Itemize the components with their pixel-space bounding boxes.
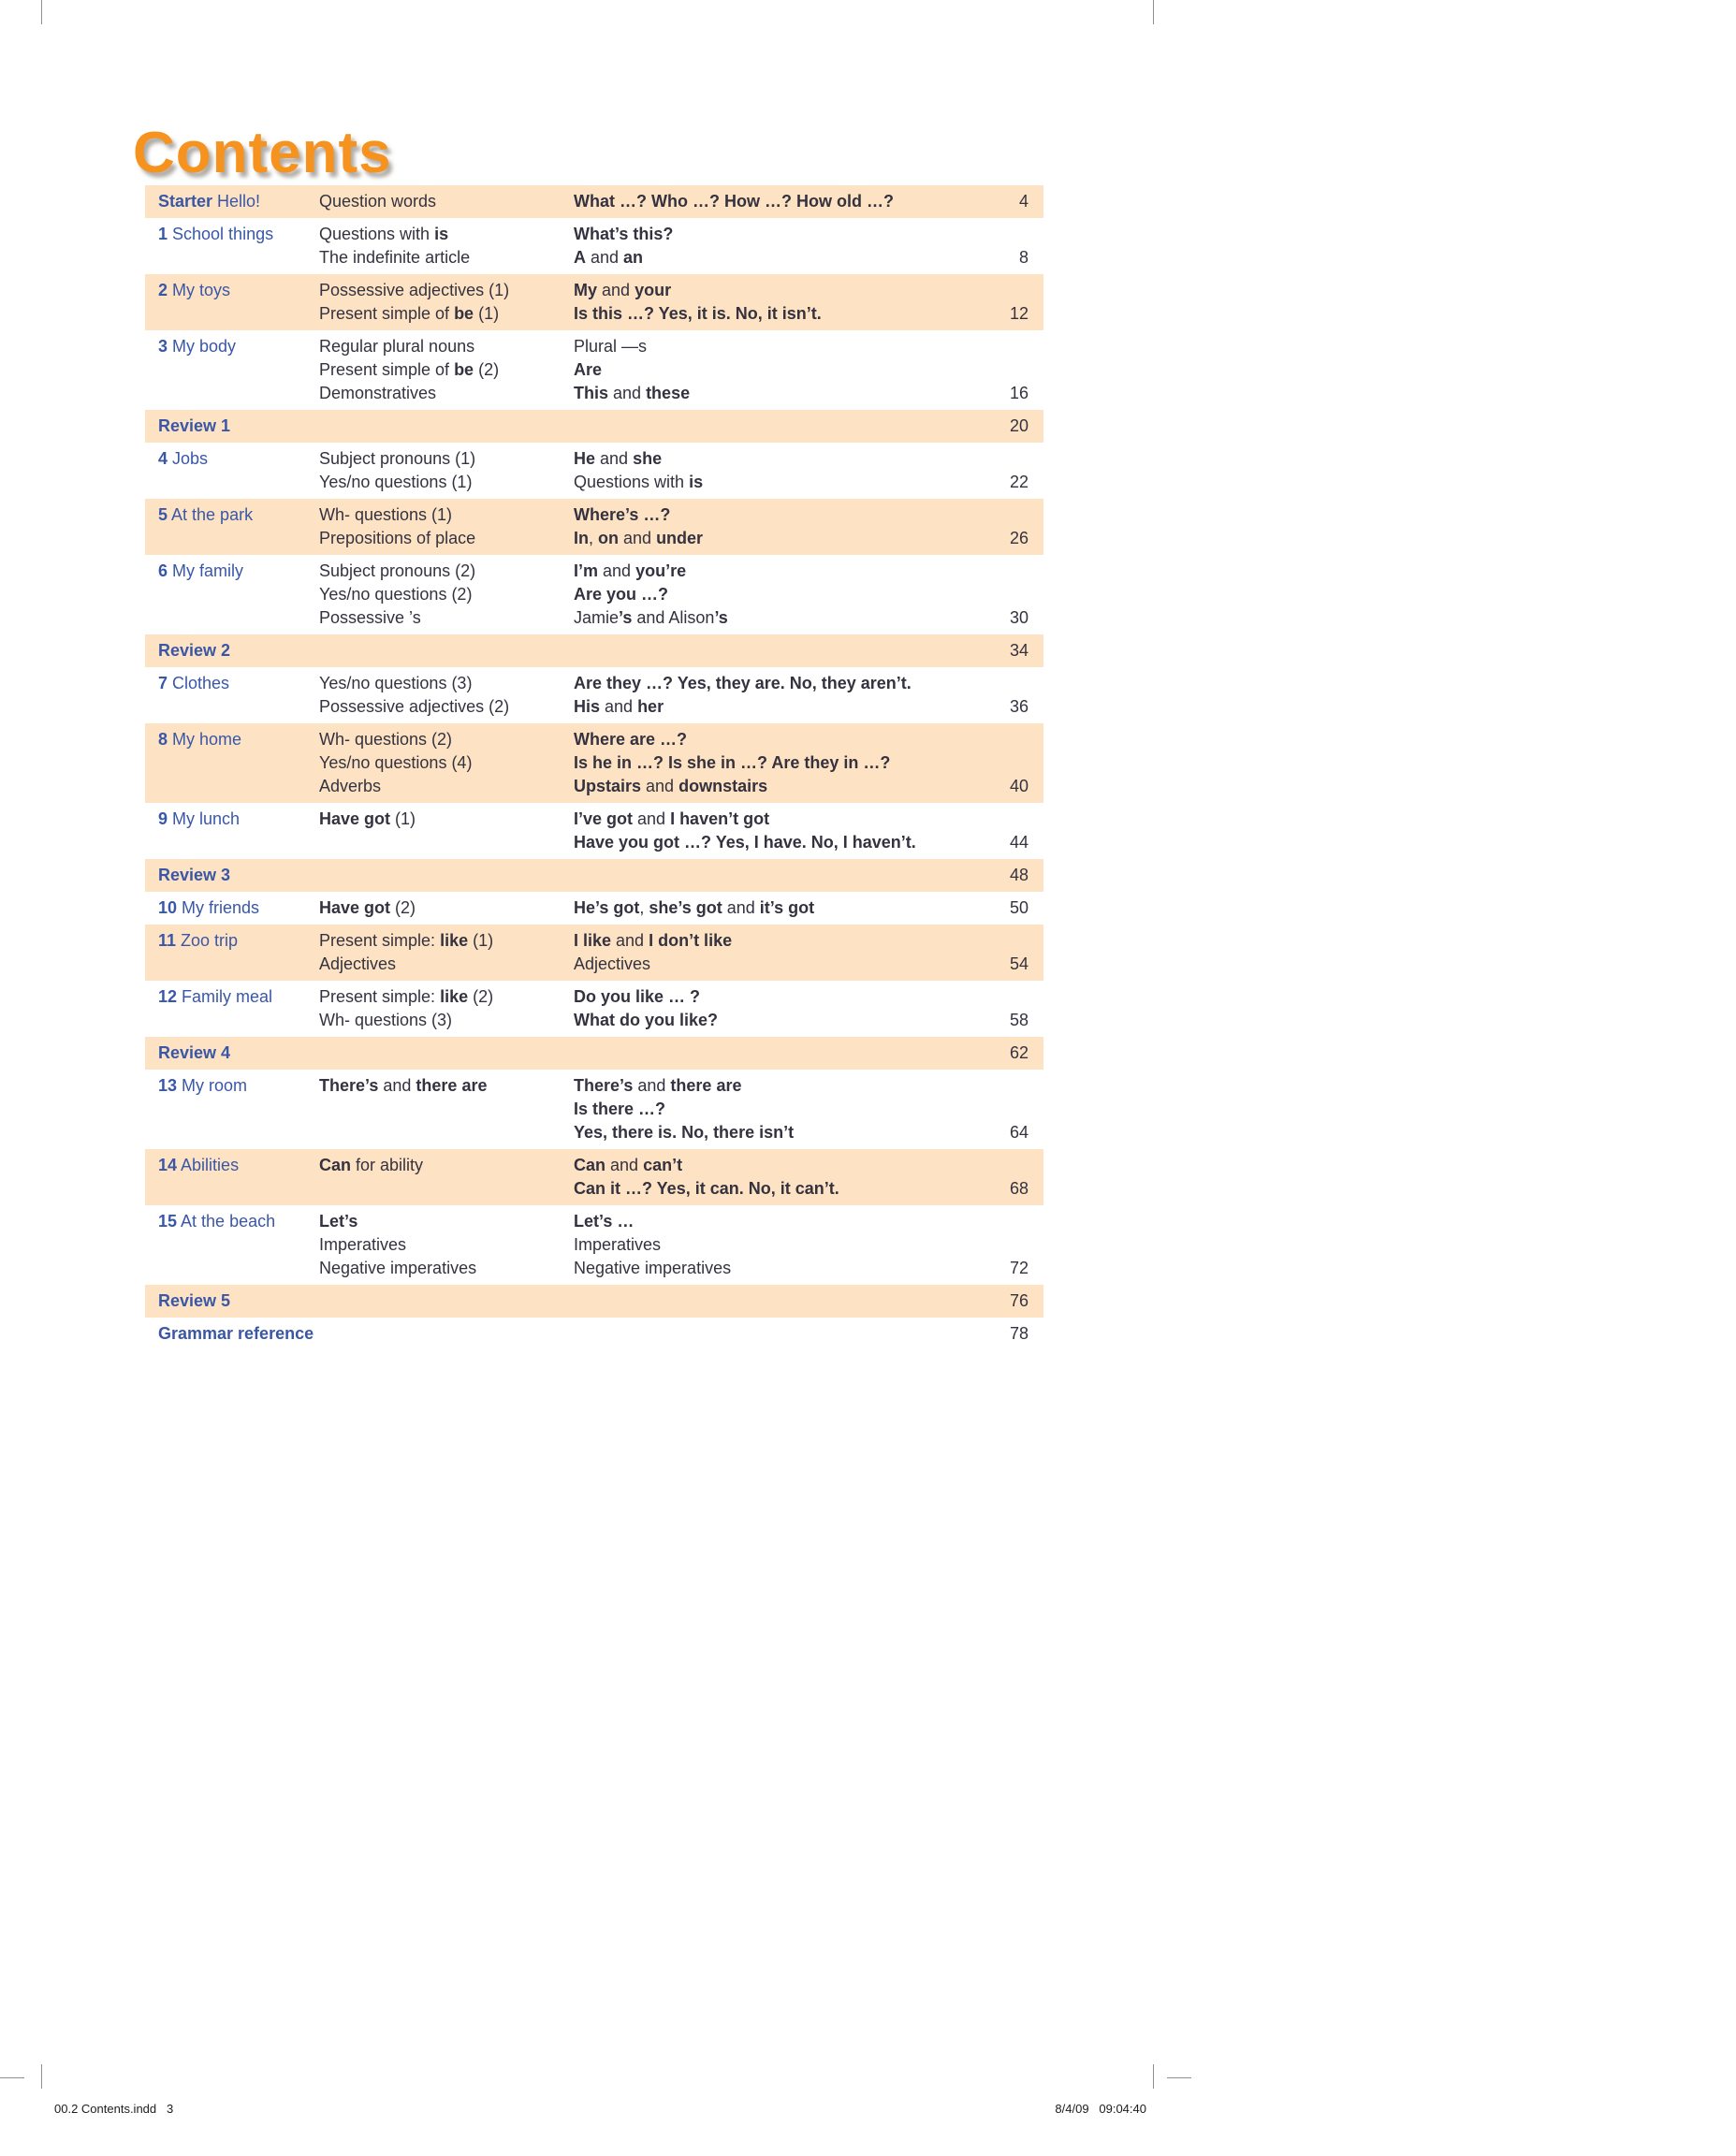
grammar-line: The indefinite article bbox=[319, 248, 471, 267]
example-line: Upstairs and downstairs bbox=[574, 777, 768, 795]
grammar-line: Present simple of be (2) bbox=[319, 360, 500, 379]
grammar-line: Subject pronouns (2) bbox=[319, 561, 476, 580]
unit-title: 13 My room bbox=[158, 1076, 248, 1095]
unit-title: 5 At the park bbox=[158, 505, 254, 524]
unit-number: 11 bbox=[158, 931, 177, 950]
grammar-cell bbox=[319, 447, 574, 494]
unit-title: 4 Jobs bbox=[158, 449, 209, 468]
toc-row-unit bbox=[145, 330, 1043, 410]
examples-cell bbox=[574, 808, 970, 854]
grammar-line: Can for ability bbox=[319, 1156, 424, 1174]
page-number-cell bbox=[970, 1289, 1043, 1313]
unit-number: 8 bbox=[158, 730, 168, 749]
unit-number: 14 bbox=[158, 1156, 178, 1174]
page-number: 62 bbox=[1009, 1043, 1028, 1062]
grammar-line: Wh- questions (1) bbox=[319, 505, 453, 524]
example-line: I’ve got and I haven’t got bbox=[574, 809, 770, 828]
page-number-cell bbox=[970, 985, 1043, 1032]
example-line: Are you …? bbox=[574, 585, 669, 604]
page-number-cell bbox=[970, 896, 1043, 920]
page-number: 22 bbox=[1009, 473, 1028, 491]
example-line: Have you got …? Yes, I have. No, I haven’t. bbox=[574, 833, 916, 852]
example-line: Do you like … ? bbox=[574, 987, 701, 1006]
grammar-cell bbox=[319, 503, 574, 550]
page-number: 40 bbox=[1009, 777, 1028, 795]
unit-title: 8 My home bbox=[158, 730, 242, 749]
page-number: 20 bbox=[1009, 416, 1028, 435]
grammar-cell bbox=[319, 672, 574, 719]
review-label: Review 1 bbox=[158, 416, 231, 435]
toc-row-unit bbox=[145, 185, 1043, 218]
unit-title: 2 My toys bbox=[158, 281, 231, 299]
unit-title-cell bbox=[145, 560, 319, 630]
page-number: 8 bbox=[1018, 248, 1028, 267]
page-number-cell bbox=[970, 1322, 1043, 1346]
unit-title: 3 My body bbox=[158, 337, 237, 356]
grammar-line: Yes/no questions (4) bbox=[319, 753, 473, 772]
toc-row-unit bbox=[145, 274, 1043, 330]
unit-title-cell bbox=[145, 1210, 319, 1280]
unit-title: 6 My family bbox=[158, 561, 244, 580]
grammar-line: Regular plural nouns bbox=[319, 337, 475, 356]
grammar-cell bbox=[319, 728, 574, 798]
unit-number: 3 bbox=[158, 337, 168, 356]
page-number-cell bbox=[970, 503, 1043, 550]
slug-timestamp: 8/4/09 09:04:40 bbox=[1055, 2102, 1146, 2116]
examples-cell bbox=[574, 560, 970, 630]
example-line: Where’s …? bbox=[574, 505, 671, 524]
toc-row-unit bbox=[145, 218, 1043, 274]
toc-row-review bbox=[145, 859, 1043, 892]
review-label: Review 3 bbox=[158, 866, 231, 884]
grammar-line: Present simple: like (2) bbox=[319, 987, 494, 1006]
page-number: 50 bbox=[1009, 898, 1028, 917]
page-number: 76 bbox=[1009, 1291, 1028, 1310]
toc-row-review bbox=[145, 634, 1043, 667]
unit-number: 15 bbox=[158, 1212, 178, 1231]
page-number-cell bbox=[970, 415, 1043, 438]
toc-row-unit bbox=[145, 1205, 1043, 1285]
examples-cell bbox=[574, 985, 970, 1032]
page-number-cell bbox=[970, 335, 1043, 405]
page-number-cell bbox=[970, 672, 1043, 719]
example-line: I like and I don’t like bbox=[574, 931, 733, 950]
crop-mark bbox=[1153, 2064, 1154, 2089]
toc-row-unit bbox=[145, 1070, 1043, 1149]
example-line: I’m and you’re bbox=[574, 561, 687, 580]
unit-title-cell bbox=[145, 1154, 319, 1201]
example-line: Adjectives bbox=[574, 954, 651, 973]
page-number-cell bbox=[970, 223, 1043, 270]
unit-number: 2 bbox=[158, 281, 168, 299]
grammar-cell bbox=[319, 1074, 574, 1144]
page-number: 54 bbox=[1009, 954, 1028, 973]
crop-mark bbox=[41, 2064, 42, 2089]
grammar-cell bbox=[319, 190, 574, 213]
grammar-line: Have got (1) bbox=[319, 809, 416, 828]
toc-row-review bbox=[145, 1037, 1043, 1070]
page-number: 16 bbox=[1009, 384, 1028, 402]
toc-row-unit bbox=[145, 667, 1043, 723]
unit-title: 12 Family meal bbox=[158, 987, 273, 1006]
grammar-line: Have got (2) bbox=[319, 898, 416, 917]
example-line: Are bbox=[574, 360, 603, 379]
example-line: Is he in …? Is she in …? Are they in …? bbox=[574, 753, 891, 772]
example-line: Is there …? bbox=[574, 1100, 666, 1118]
review-label: Review 2 bbox=[158, 641, 231, 660]
unit-title-cell bbox=[145, 728, 319, 798]
grammar-line: Wh- questions (3) bbox=[319, 1011, 453, 1029]
unit-title: 1 School things bbox=[158, 225, 274, 243]
example-line: What …? Who …? How …? How old …? bbox=[574, 192, 894, 211]
examples-cell bbox=[574, 335, 970, 405]
review-label: Review 4 bbox=[158, 1043, 231, 1062]
grammar-line: Wh- questions (2) bbox=[319, 730, 453, 749]
grammar-line: Let’s bbox=[319, 1212, 358, 1231]
page-number: 64 bbox=[1009, 1123, 1028, 1142]
example-line: A and an bbox=[574, 248, 644, 267]
example-line: He and she bbox=[574, 449, 663, 468]
grammar-line: Demonstratives bbox=[319, 384, 437, 402]
toc-row-unit bbox=[145, 1149, 1043, 1205]
page-number-cell bbox=[970, 190, 1043, 213]
examples-cell bbox=[574, 728, 970, 798]
unit-number: 12 bbox=[158, 987, 178, 1006]
unit-number: Starter bbox=[158, 192, 213, 211]
grammar-line: Negative imperatives bbox=[319, 1259, 477, 1277]
grammar-line: Possessive adjectives (2) bbox=[319, 697, 510, 716]
page-number: 30 bbox=[1009, 608, 1028, 627]
grammar-line: Imperatives bbox=[319, 1235, 407, 1254]
unit-title: 15 At the beach bbox=[158, 1212, 276, 1231]
grammar-line: Questions with is bbox=[319, 225, 449, 243]
grammar-cell bbox=[319, 985, 574, 1032]
unit-title-cell bbox=[145, 672, 319, 719]
example-line: Plural —s bbox=[574, 337, 648, 356]
unit-number: 1 bbox=[158, 225, 168, 243]
examples-cell bbox=[574, 447, 970, 494]
grammar-line: Yes/no questions (3) bbox=[319, 674, 473, 692]
unit-title-cell bbox=[145, 223, 319, 270]
examples-cell bbox=[574, 1074, 970, 1144]
unit-title: Starter Hello! bbox=[158, 192, 261, 211]
page-number-cell bbox=[970, 1042, 1043, 1065]
grammar-line: Present simple of be (1) bbox=[319, 304, 500, 323]
unit-title: 9 My lunch bbox=[158, 809, 241, 828]
review-label: Review 5 bbox=[158, 1291, 231, 1310]
grammar-line: Possessive adjectives (1) bbox=[319, 281, 510, 299]
grammar-cell bbox=[319, 808, 574, 854]
unit-number: 9 bbox=[158, 809, 168, 828]
grammar-line: Adjectives bbox=[319, 954, 397, 973]
toc-row-unit bbox=[145, 925, 1043, 981]
toc-row-reference bbox=[145, 1318, 1043, 1350]
page-number: 68 bbox=[1009, 1179, 1028, 1198]
example-line: Can and can’t bbox=[574, 1156, 683, 1174]
unit-title-cell bbox=[145, 279, 319, 326]
unit-title-cell bbox=[145, 190, 319, 213]
example-line: Are they …? Yes, they are. No, they aren’t. bbox=[574, 674, 912, 692]
unit-number: 10 bbox=[158, 898, 178, 917]
unit-title: 10 My friends bbox=[158, 898, 260, 917]
grammar-cell bbox=[319, 896, 574, 920]
grammar-cell bbox=[319, 1154, 574, 1201]
page-number: 58 bbox=[1009, 1011, 1028, 1029]
toc-row-unit bbox=[145, 981, 1043, 1037]
example-line: What do you like? bbox=[574, 1011, 719, 1029]
toc-row-unit bbox=[145, 555, 1043, 634]
toc-row-review bbox=[145, 1285, 1043, 1318]
examples-cell bbox=[574, 223, 970, 270]
example-line: Negative imperatives bbox=[574, 1259, 732, 1277]
page-number-cell bbox=[970, 279, 1043, 326]
unit-title: 11 Zoo trip bbox=[158, 931, 239, 950]
example-line: Where are …? bbox=[574, 730, 688, 749]
page-number-cell bbox=[970, 639, 1043, 663]
page-number-cell bbox=[970, 1074, 1043, 1144]
toc-row-unit bbox=[145, 723, 1043, 803]
page-number: 72 bbox=[1009, 1259, 1028, 1277]
example-line: Is this …? Yes, it is. No, it isn’t. bbox=[574, 304, 822, 323]
toc-table bbox=[145, 185, 1043, 1350]
page-number-cell bbox=[970, 929, 1043, 976]
toc-row-unit bbox=[145, 892, 1043, 925]
toc-row-review bbox=[145, 410, 1043, 443]
page-number: 78 bbox=[1009, 1324, 1028, 1343]
page-number: 36 bbox=[1009, 697, 1028, 716]
example-line: What’s this? bbox=[574, 225, 674, 243]
examples-cell bbox=[574, 190, 970, 213]
unit-title-cell bbox=[145, 335, 319, 405]
page-number-cell bbox=[970, 1210, 1043, 1280]
grammar-cell bbox=[319, 223, 574, 270]
example-line: There’s and there are bbox=[574, 1076, 742, 1095]
page-title: Contents bbox=[133, 120, 392, 185]
grammar-line: Subject pronouns (1) bbox=[319, 449, 476, 468]
example-line: Questions with is bbox=[574, 473, 704, 491]
unit-title-cell bbox=[145, 1074, 319, 1144]
page-number-cell bbox=[970, 864, 1043, 887]
example-line: In, on and under bbox=[574, 529, 704, 547]
unit-title: 14 Abilities bbox=[158, 1156, 240, 1174]
grammar-line: Possessive ’s bbox=[319, 608, 421, 627]
page-number-cell bbox=[970, 808, 1043, 854]
example-line: This and these bbox=[574, 384, 691, 402]
example-line: Yes, there is. No, there isn’t bbox=[574, 1123, 795, 1142]
toc-row-unit bbox=[145, 803, 1043, 859]
examples-cell bbox=[574, 503, 970, 550]
grammar-cell bbox=[319, 1210, 574, 1280]
unit-title-cell bbox=[145, 985, 319, 1032]
grammar-line: Question words bbox=[319, 192, 437, 211]
grammar-line: Yes/no questions (1) bbox=[319, 473, 473, 491]
examples-cell bbox=[574, 1210, 970, 1280]
examples-cell bbox=[574, 896, 970, 920]
grammar-cell bbox=[319, 929, 574, 976]
unit-number: 7 bbox=[158, 674, 168, 692]
grammar-line: Adverbs bbox=[319, 777, 382, 795]
page-number-cell bbox=[970, 560, 1043, 630]
grammar-line: Yes/no questions (2) bbox=[319, 585, 473, 604]
page-number: 12 bbox=[1009, 304, 1028, 323]
crop-mark bbox=[0, 2077, 24, 2078]
example-line: My and your bbox=[574, 281, 672, 299]
page-number: 44 bbox=[1009, 833, 1028, 852]
unit-number: 4 bbox=[158, 449, 168, 468]
page-number-cell bbox=[970, 728, 1043, 798]
grammar-cell bbox=[319, 279, 574, 326]
examples-cell bbox=[574, 1154, 970, 1201]
slug-filename: 00.2 Contents.indd 3 bbox=[54, 2102, 174, 2116]
grammar-cell bbox=[319, 335, 574, 405]
unit-title-cell bbox=[145, 808, 319, 854]
page-number-cell bbox=[970, 1154, 1043, 1201]
grammar-reference-label: Grammar reference bbox=[158, 1324, 314, 1343]
page-number: 48 bbox=[1009, 866, 1028, 884]
toc-row-unit bbox=[145, 499, 1043, 555]
examples-cell bbox=[574, 672, 970, 719]
unit-title-cell bbox=[145, 896, 319, 920]
example-line: He’s got, she’s got and it’s got bbox=[574, 898, 815, 917]
grammar-line: Present simple: like (1) bbox=[319, 931, 494, 950]
page-number-cell bbox=[970, 447, 1043, 494]
page-number: 34 bbox=[1009, 641, 1028, 660]
unit-number: 13 bbox=[158, 1076, 178, 1095]
example-line: Jamie’s and Alison’s bbox=[574, 608, 728, 627]
crop-mark bbox=[41, 0, 42, 24]
grammar-line: Prepositions of place bbox=[319, 529, 476, 547]
unit-number: 6 bbox=[158, 561, 168, 580]
crop-mark bbox=[1153, 0, 1154, 24]
example-line: Let’s … bbox=[574, 1212, 635, 1231]
toc-row-unit bbox=[145, 443, 1043, 499]
page-number: 26 bbox=[1009, 529, 1028, 547]
unit-title-cell bbox=[145, 929, 319, 976]
unit-number: 5 bbox=[158, 505, 168, 524]
page-number: 4 bbox=[1018, 192, 1028, 211]
unit-title: 7 Clothes bbox=[158, 674, 230, 692]
example-line: His and her bbox=[574, 697, 664, 716]
examples-cell bbox=[574, 279, 970, 326]
examples-cell bbox=[574, 929, 970, 976]
crop-mark bbox=[1167, 2077, 1191, 2078]
unit-title-cell bbox=[145, 503, 319, 550]
grammar-line: There’s and there are bbox=[319, 1076, 488, 1095]
example-line: Can it …? Yes, it can. No, it can’t. bbox=[574, 1179, 839, 1198]
grammar-cell bbox=[319, 560, 574, 630]
unit-title-cell bbox=[145, 447, 319, 494]
example-line: Imperatives bbox=[574, 1235, 662, 1254]
